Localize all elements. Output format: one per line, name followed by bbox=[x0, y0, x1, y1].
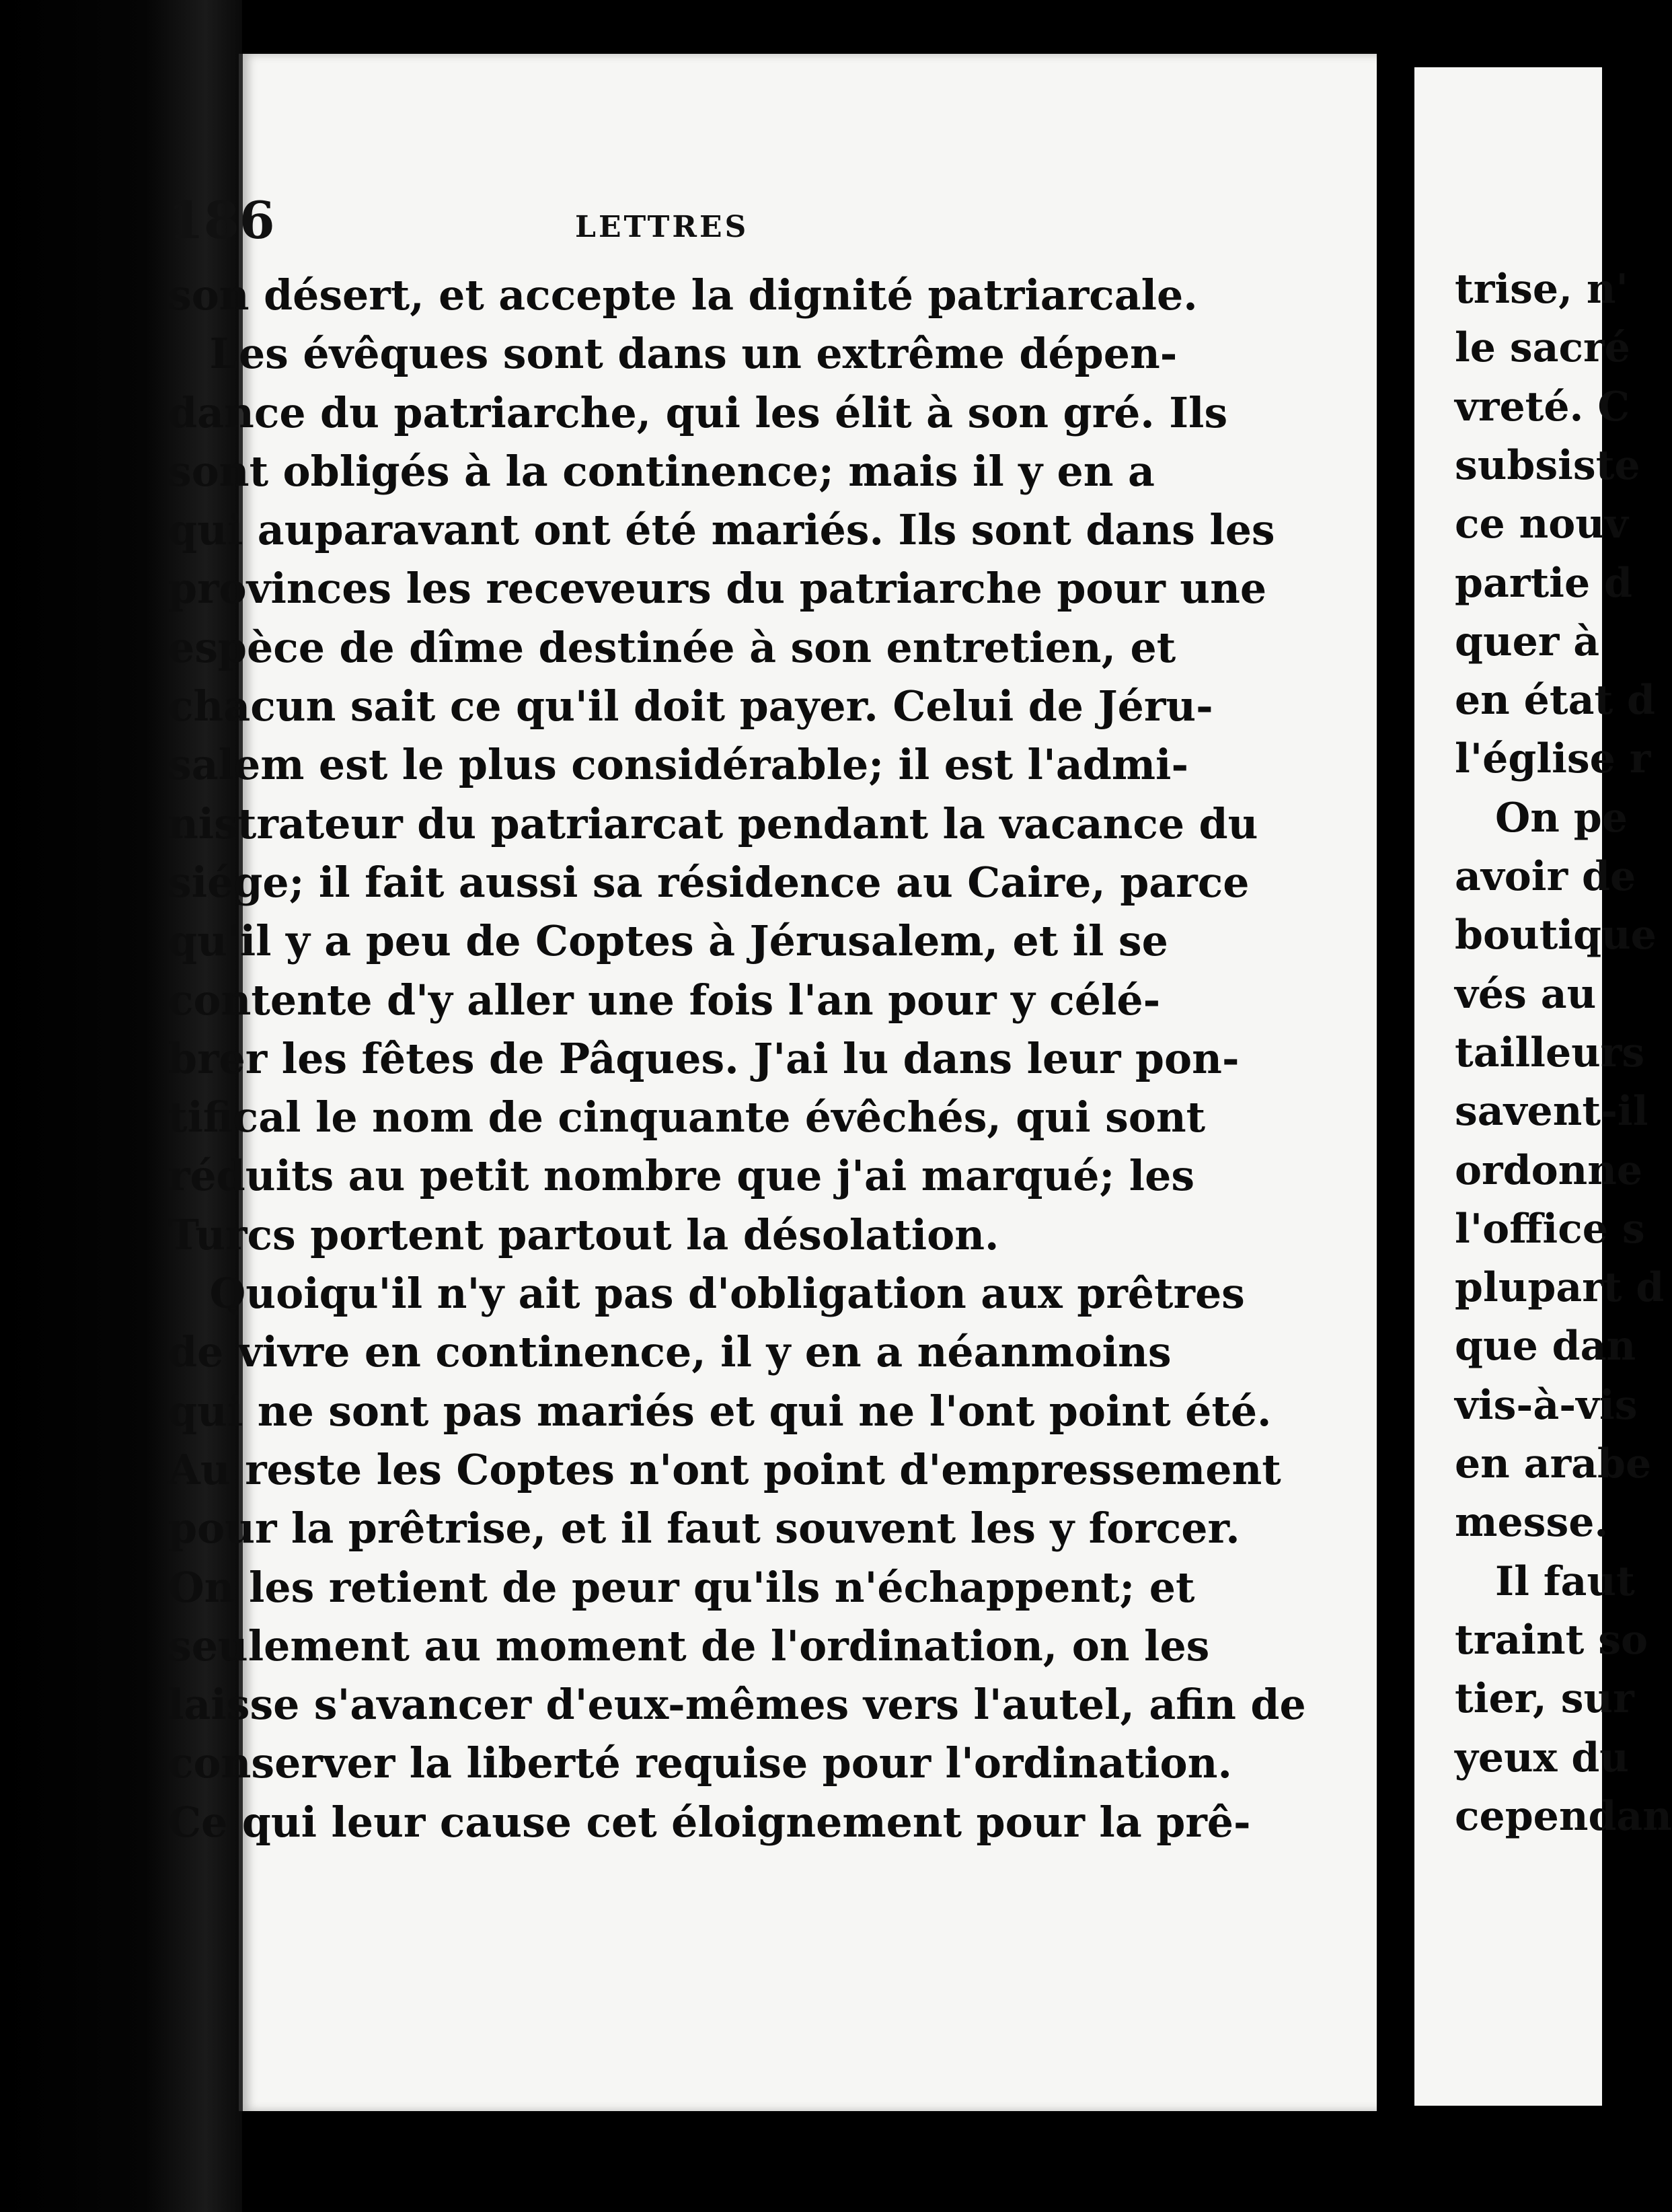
page-gutter bbox=[1377, 0, 1414, 2212]
text-line-fragment: trise, n' bbox=[1455, 266, 1628, 313]
text-line-fragment: partie d bbox=[1455, 559, 1632, 607]
text-line-fragment: tailleurs bbox=[1455, 1029, 1645, 1076]
text-line: conserver la liberté requise pour l'ordination. bbox=[168, 1738, 1232, 1788]
text-line: son désert, et accepte la dignité patriarcale. bbox=[168, 270, 1198, 320]
text-line: laisse s'avancer d'eux-mêmes vers l'autel, afin de bbox=[168, 1680, 1306, 1730]
text-line: tifical le nom de cinquante évêchés, qui sont bbox=[168, 1093, 1206, 1142]
left-page-body bbox=[168, 266, 1359, 1851]
text-line: contente d'y aller une fois l'an pour y célé- bbox=[168, 975, 1161, 1025]
text-line-fragment: cependan bbox=[1455, 1792, 1672, 1840]
text-line-fragment: en arabe bbox=[1455, 1440, 1652, 1487]
text-line: nistrateur du patriarcat pendant la vacance du bbox=[168, 799, 1258, 848]
text-line-fragment: messe. bbox=[1455, 1499, 1609, 1547]
text-line: dance du patriarche, qui les élit à son gré. Ils bbox=[168, 388, 1228, 437]
text-line-fragment: plupart d bbox=[1455, 1264, 1665, 1312]
text-line-fragment: que dan bbox=[1455, 1323, 1636, 1370]
text-line: sont obligés à la continence; mais il y en a bbox=[168, 446, 1155, 496]
running-head: LETTRES bbox=[575, 210, 749, 244]
text-line: qui auparavant ont été mariés. Ils sont dans les bbox=[168, 505, 1275, 555]
text-line-fragment: subsiste bbox=[1455, 441, 1640, 489]
text-line-fragment: Il faut bbox=[1455, 1557, 1635, 1605]
text-line-fragment: ce nouv bbox=[1455, 501, 1628, 548]
text-line-fragment: en état d bbox=[1455, 677, 1656, 725]
text-line: siége; il fait aussi sa résidence au Caire, parce bbox=[168, 857, 1250, 907]
text-line: réduits au petit nombre que j'ai marqué; les bbox=[168, 1151, 1195, 1201]
text-line-fragment: ordonne bbox=[1455, 1146, 1643, 1194]
text-line: On les retient de peur qu'ils n'échappent; et bbox=[168, 1562, 1195, 1612]
text-line-fragment: quer à bbox=[1455, 618, 1600, 665]
text-line: Au reste les Coptes n'ont point d'empressement bbox=[168, 1444, 1281, 1494]
text-line: Les évêques sont dans un extrême dépen- bbox=[168, 329, 1178, 379]
text-line-fragment: l'église r bbox=[1455, 735, 1651, 783]
text-line-fragment: yeux du bbox=[1455, 1734, 1629, 1781]
text-line-fragment: l'office s bbox=[1455, 1205, 1645, 1253]
text-line: qu'il y a peu de Coptes à Jérusalem, et il se bbox=[168, 916, 1168, 966]
right-page bbox=[1414, 67, 1672, 2106]
text-line: chacun sait ce qu'il doit payer. Celui de Jéru- bbox=[168, 681, 1213, 731]
page-number: 186 bbox=[168, 190, 275, 250]
text-line: de vivre en continence, il y en a néanmoins bbox=[168, 1327, 1172, 1377]
text-line: pour la prêtrise, et il faut souvent les y forcer. bbox=[168, 1504, 1240, 1553]
text-line-fragment: traint so bbox=[1455, 1616, 1648, 1664]
text-line: provinces les receveurs du patriarche pour une bbox=[168, 564, 1267, 614]
text-line-fragment: vés au bbox=[1455, 970, 1597, 1018]
text-line: seulement au moment de l'ordination, on les bbox=[168, 1621, 1210, 1670]
text-line-fragment: On pe bbox=[1455, 794, 1628, 842]
text-line-fragment: le sacré bbox=[1455, 324, 1630, 372]
text-line: qui ne sont pas mariés et qui ne l'ont point été. bbox=[168, 1386, 1272, 1436]
text-line: salem est le plus considérable; il est l'admi- bbox=[168, 740, 1189, 790]
text-line: espèce de dîme destinée à son entretien, et bbox=[168, 622, 1176, 672]
text-line: brer les fêtes de Pâques. J'ai lu dans leur pon- bbox=[168, 1033, 1240, 1083]
text-line-fragment: vis-à-vis bbox=[1455, 1381, 1638, 1429]
text-line-fragment: boutique bbox=[1455, 912, 1657, 959]
text-line-fragment: tier, sur bbox=[1455, 1675, 1634, 1723]
text-line: Quoiqu'il n'y ait pas d'obligation aux prêtres bbox=[168, 1269, 1245, 1319]
text-line-fragment: vreté. C bbox=[1455, 383, 1630, 431]
text-line: Ce qui leur cause cet éloignement pour la prê- bbox=[168, 1797, 1251, 1847]
text-line: Turcs portent partout la désolation. bbox=[168, 1210, 999, 1259]
text-line-fragment: savent-il bbox=[1455, 1088, 1648, 1136]
text-line-fragment: avoir de bbox=[1455, 853, 1636, 900]
